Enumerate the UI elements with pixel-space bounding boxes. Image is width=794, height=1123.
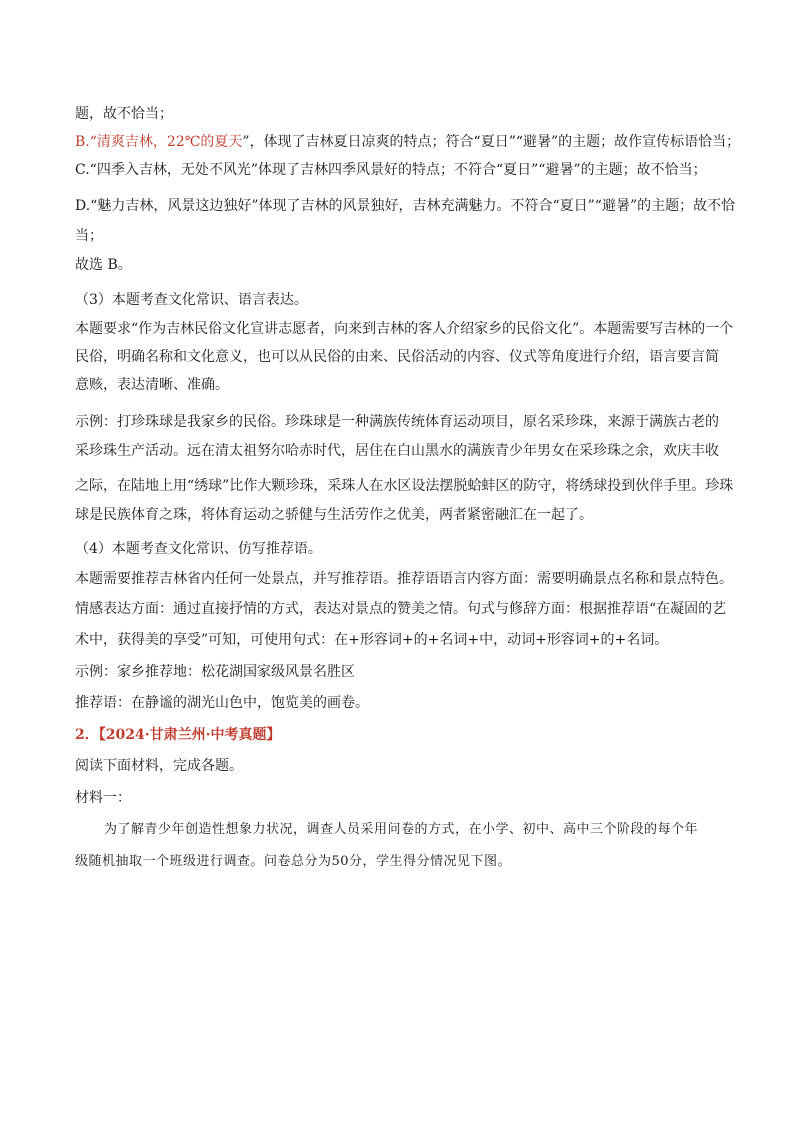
- material-text-line: 为了解青少年创造性想象力状况，调查人员采用问卷的方式，在小学、初中、高中三个阶段的每个年: [104, 822, 699, 837]
- option-b-prefix: B.“清爽吉林，: [75, 134, 167, 150]
- material-1-label: 材料一：: [75, 790, 131, 806]
- option-b-suffix: ”，体现了吉林夏日凉爽的特点；符合“夏日”“避暑”的主题；故作宣传标语恰当；: [242, 134, 741, 150]
- option-c-line: C.“四季入吉林，无处不风光”体现了吉林四季风景好的特点；不符合“夏日”“避暑”的主题；故不恰当；: [75, 162, 707, 178]
- material-text-line: 级随机抽取一个班级进行调查。问卷总分为50分，学生得分情况见下图。: [75, 854, 512, 869]
- question-2-title: 2．【2024·甘肃兰州·中考真题】: [75, 727, 281, 743]
- text-line: 术中，获得美的享受”可知，可使用句式：在+形容词+的+名词+中，动词+形容词+的+名词。: [75, 632, 669, 648]
- text-line: 题，故不恰当；: [75, 106, 173, 122]
- text-line: 意赅，表达清晰、准确。: [75, 377, 229, 393]
- section-4-heading: （4）本题考查文化常识、仿写推荐语。: [75, 541, 322, 557]
- example-line: 示例：家乡推荐地：松花湖国家级风景名胜区: [75, 664, 355, 680]
- text-line: 民俗，明确名称和文化意义，也可以从民俗的由来、民俗活动的内容、仪式等角度进行介绍，语言要言简: [75, 349, 719, 365]
- text-line: 当；: [75, 228, 103, 244]
- option-d-line: D.“魅力吉林，风景这边独好”体现了吉林的风景独好，吉林充满魅力。不符合“夏日”“避暑”的主题；故不恰: [75, 198, 736, 214]
- option-b-line: [75, 132, 740, 152]
- text-line: 情感表达方面：通过直接抒情的方式，表达对景点的赞美之情。句式与修辞方面：根据推荐语“在凝固的艺: [75, 601, 727, 617]
- text-line: 采珍珠生产活动。远在清太祖努尔哈赤时代，居住在白山黑水的满族青少年男女在采珍珠之余，欢庆丰收: [75, 443, 719, 459]
- example-line: 示例：打珍珠球是我家乡的民俗。珍珠球是一种满族传统体育运动项目，原名采珍珠，来源于满族古老的: [75, 414, 719, 430]
- instruction-line: 阅读下面材料，完成各题。: [75, 758, 243, 774]
- text-line: 之际，在陆地上用“绣球”比作大颗珍珠，采珠人在水区设法摆脱蛤蚌区的防守，将绣球投到伙伴手里。珍珠: [75, 478, 734, 494]
- text-line: 球是民族体育之珠，将体育运动之骄健与生活劳作之优美，两者紧密融汇在一起了。: [75, 507, 593, 523]
- recommendation-line: 推荐语：在静谧的湖光山色中，饱览美的画卷。: [75, 695, 369, 711]
- section-3-heading: （3）本题考查文化常识、语言表达。: [75, 292, 308, 308]
- answer-line: 故选 B。: [75, 257, 132, 273]
- option-b-highlight: 22℃的夏天: [166, 134, 243, 150]
- text-line: 本题需要推荐吉林省内任何一处景点，并写推荐语。推荐语语言内容方面：需要明确景点名称和景点特色。: [75, 571, 733, 587]
- text-line: 本题要求“作为吉林民俗文化宣讲志愿者，向来到吉林的客人介绍家乡的民俗文化”。本题需要写吉林的一个: [75, 321, 734, 337]
